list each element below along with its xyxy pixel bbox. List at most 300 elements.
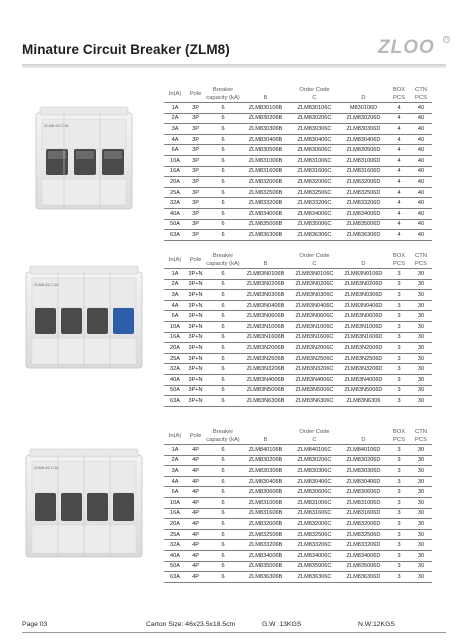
product-label-4p: ZLM8-63 C16: [34, 465, 59, 470]
cell-code-b: ZLM83N0306B: [241, 290, 290, 301]
cell-ctn-pcs: 40: [410, 198, 432, 209]
cell-ctn-pcs: 30: [410, 364, 432, 375]
cell-code-b: ZLM83N0206B: [241, 279, 290, 290]
cell-ctn-pcs: 40: [410, 134, 432, 145]
table-row: [164, 103, 432, 114]
cell-code-b: ZLM831006B: [241, 497, 290, 508]
cell-code-c: ZLM83N3206C: [290, 364, 339, 375]
table-row: [164, 476, 432, 487]
cell-capacity: 6: [205, 103, 241, 114]
table-row: [164, 550, 432, 561]
cell-capacity: 6: [205, 155, 241, 166]
cell-code-d: ZLM832006D: [339, 177, 388, 188]
cell-current: 32A: [164, 198, 186, 209]
cell-current: 1A: [164, 445, 186, 456]
cell-box-pcs: 3: [388, 353, 410, 364]
cell-code-d: ZLM830506D: [339, 145, 388, 156]
cell-code-b: ZLM834006B: [241, 550, 290, 561]
footer-page: Page 03: [22, 621, 48, 628]
cell-pole: 3P+N: [186, 396, 205, 407]
cell-pole: 4P: [186, 561, 205, 572]
cell-capacity: 6: [205, 487, 241, 498]
cell-pole: 3P+N: [186, 374, 205, 385]
cell-capacity: 6: [205, 230, 241, 241]
cell-code-b: ZLM83N1606B: [241, 332, 290, 343]
cell-code-d: ZLM840106D: [339, 445, 388, 456]
cell-code-b: ZLM833206B: [241, 198, 290, 209]
cell-box-pcs: 3: [388, 561, 410, 572]
cell-code-c: ZLM833206C: [290, 198, 339, 209]
cell-ctn-pcs: 40: [410, 166, 432, 177]
cell-current: 63A: [164, 396, 186, 407]
cell-current: 25A: [164, 353, 186, 364]
cell-box-pcs: 3: [388, 508, 410, 519]
cell-current: 6A: [164, 145, 186, 156]
cell-code-c: ZLM835006C: [290, 219, 339, 230]
cell-current: 10A: [164, 497, 186, 508]
product-image-3pn: [18, 262, 148, 374]
cell-ctn-pcs: 30: [410, 445, 432, 456]
cell-box-pcs: 3: [388, 476, 410, 487]
table-row: [164, 487, 432, 498]
cell-code-c: ZLM830106C: [290, 103, 339, 114]
cell-capacity: 6: [205, 396, 241, 407]
cell-ctn-pcs: 30: [410, 374, 432, 385]
footer-carton-size: Carton Size: 46x23.5x18.5cm: [146, 621, 236, 628]
table-row: [164, 124, 432, 135]
cell-code-b: ZLM831606B: [241, 508, 290, 519]
product-image-4p: [18, 445, 148, 563]
cell-code-d: ZLM830206D: [339, 113, 388, 124]
cell-current: 4A: [164, 134, 186, 145]
cell-code-d: ZLM83N6306: [339, 396, 388, 407]
table-row: [164, 385, 432, 396]
cell-box-pcs: 3: [388, 364, 410, 375]
header-pole: Pole: [186, 252, 205, 269]
cell-code-c: ZLM831006C: [290, 155, 339, 166]
cell-ctn-pcs: 40: [410, 124, 432, 135]
table-row: [164, 353, 432, 364]
cell-current: 40A: [164, 550, 186, 561]
cell-current: 32A: [164, 540, 186, 551]
table-row: [164, 208, 432, 219]
cell-box-pcs: 3: [388, 572, 410, 583]
cell-pole: 3P: [186, 113, 205, 124]
header-d: D: [339, 261, 388, 269]
cell-code-b: ZLM83N3206B: [241, 364, 290, 375]
cell-code-d: ZLM830306D: [339, 466, 388, 477]
cell-current: 63A: [164, 572, 186, 583]
cell-code-d: ZLM830306D: [339, 124, 388, 135]
table-row: [164, 466, 432, 477]
cell-box-pcs: 4: [388, 198, 410, 209]
cell-ctn-pcs: 30: [410, 385, 432, 396]
cell-code-c: ZLM832506C: [290, 187, 339, 198]
spec-table-body: [164, 103, 432, 241]
cell-code-b: ZLM836306B: [241, 230, 290, 241]
cell-pole: 3P: [186, 177, 205, 188]
cell-current: 50A: [164, 385, 186, 396]
cell-current: 25A: [164, 529, 186, 540]
header-capacity: capacity (kA): [206, 94, 240, 101]
cell-capacity: 6: [205, 279, 241, 290]
header-d: D: [339, 95, 388, 103]
cell-capacity: 6: [205, 572, 241, 583]
cell-code-d: ZLM83N0106D: [339, 269, 388, 280]
cell-code-d: ZLM836306D: [339, 230, 388, 241]
table-row: [164, 311, 432, 322]
cell-capacity: 6: [205, 519, 241, 530]
cell-pole: 3P: [186, 219, 205, 230]
cell-code-d: ZLM831006D: [339, 155, 388, 166]
table-row: [164, 497, 432, 508]
spec-table-3: [164, 428, 432, 583]
cell-pole: 3P+N: [186, 311, 205, 322]
header-box-pcs: PCS: [388, 261, 410, 269]
cell-code-c: ZLM831606C: [290, 508, 339, 519]
cell-box-pcs: 4: [388, 219, 410, 230]
cell-code-d: ZLM83N0406D: [339, 300, 388, 311]
cell-pole: 3P: [186, 155, 205, 166]
cell-pole: 3P: [186, 187, 205, 198]
footer-gross-weight: G.W :13KGS: [262, 621, 302, 628]
cell-ctn-pcs: 30: [410, 540, 432, 551]
header-divider: [22, 64, 446, 68]
page-title: Minature Circuit Breaker (ZLM8): [22, 42, 230, 57]
cell-ctn-pcs: 40: [410, 187, 432, 198]
cell-pole: 3P: [186, 166, 205, 177]
brand-logo: ZLOO: [378, 37, 435, 58]
cell-code-b: ZLM835006B: [241, 561, 290, 572]
cell-pole: 3P: [186, 230, 205, 241]
cell-capacity: 6: [205, 113, 241, 124]
cell-code-b: ZLM831006B: [241, 155, 290, 166]
cell-code-c: ZLM83N6306C: [290, 396, 339, 407]
cell-code-d: ZLM831606D: [339, 166, 388, 177]
cell-capacity: 6: [205, 508, 241, 519]
cell-ctn-pcs: 40: [410, 155, 432, 166]
cell-code-d: ZLM833206D: [339, 540, 388, 551]
cell-code-b: ZLM830306B: [241, 466, 290, 477]
table-row: [164, 187, 432, 198]
cell-code-b: ZLM836306B: [241, 572, 290, 583]
cell-box-pcs: 3: [388, 279, 410, 290]
cell-pole: 3P: [186, 208, 205, 219]
cell-pole: 3P: [186, 134, 205, 145]
cell-box-pcs: 3: [388, 466, 410, 477]
cell-code-c: ZLM83N2506C: [290, 353, 339, 364]
cell-code-d: ZLM830406D: [339, 476, 388, 487]
cell-code-c: ZLM830306C: [290, 466, 339, 477]
cell-capacity: 6: [205, 343, 241, 354]
cell-box-pcs: 4: [388, 145, 410, 156]
cell-box-pcs: 4: [388, 124, 410, 135]
table-row: [164, 561, 432, 572]
header-pole: Pole: [186, 86, 205, 103]
cell-code-b: ZLM83N0106B: [241, 269, 290, 280]
cell-ctn-pcs: 30: [410, 269, 432, 280]
cell-capacity: 6: [205, 540, 241, 551]
table-row: [164, 519, 432, 530]
cell-current: 4A: [164, 476, 186, 487]
product-label-3p: ZLM8-63 C16: [44, 123, 69, 128]
cell-code-b: ZLM834006B: [241, 208, 290, 219]
cell-pole: 3P+N: [186, 269, 205, 280]
spec-table-1: [164, 86, 432, 241]
cell-code-c: ZLM830306C: [290, 124, 339, 135]
cell-code-d: ZLM83N0606D: [339, 311, 388, 322]
cell-current: 2A: [164, 279, 186, 290]
cell-code-d: ZLM83N3206D: [339, 364, 388, 375]
cell-code-b: ZLM83N6306B: [241, 396, 290, 407]
cell-current: 1A: [164, 269, 186, 280]
cell-capacity: 6: [205, 466, 241, 477]
cell-pole: 3P: [186, 145, 205, 156]
header-ctn: CTN: [415, 429, 427, 435]
table-row: [164, 269, 432, 280]
cell-code-c: ZLM83N4006C: [290, 374, 339, 385]
cell-current: 3A: [164, 466, 186, 477]
cell-pole: 4P: [186, 508, 205, 519]
cell-ctn-pcs: 40: [410, 230, 432, 241]
cell-code-d: ZLM836306D: [339, 572, 388, 583]
cell-ctn-pcs: 30: [410, 572, 432, 583]
header-c: C: [290, 261, 339, 269]
cell-capacity: 6: [205, 219, 241, 230]
cell-current: 32A: [164, 364, 186, 375]
cell-code-c: ZLM83N0106C: [290, 269, 339, 280]
cell-ctn-pcs: 30: [410, 332, 432, 343]
header-box-pcs: PCS: [388, 437, 410, 445]
table-row: [164, 145, 432, 156]
cell-pole: 4P: [186, 519, 205, 530]
header-c: C: [290, 437, 339, 445]
cell-code-c: ZLM836306C: [290, 572, 339, 583]
cell-code-c: ZLM834006C: [290, 550, 339, 561]
header-order-code: Order Code: [299, 429, 330, 435]
cell-ctn-pcs: 30: [410, 353, 432, 364]
header-pole: Pole: [186, 428, 205, 445]
table-row: [164, 540, 432, 551]
cell-current: 20A: [164, 519, 186, 530]
cell-pole: 3P+N: [186, 321, 205, 332]
header-b: B: [241, 95, 290, 103]
cell-ctn-pcs: 30: [410, 290, 432, 301]
cell-capacity: 6: [205, 353, 241, 364]
cell-code-c: ZLM831006C: [290, 497, 339, 508]
cell-box-pcs: 3: [388, 300, 410, 311]
cell-box-pcs: 3: [388, 487, 410, 498]
cell-code-d: ZLM835006D: [339, 219, 388, 230]
cell-current: 50A: [164, 219, 186, 230]
cell-capacity: 6: [205, 476, 241, 487]
cell-code-b: ZLM83N2006B: [241, 343, 290, 354]
cell-code-c: ZLM83N0306C: [290, 290, 339, 301]
cell-box-pcs: 4: [388, 230, 410, 241]
registered-mark: R: [444, 36, 449, 42]
cell-code-c: ZLM83N5006C: [290, 385, 339, 396]
table-row: [164, 445, 432, 456]
header-box: BOX: [392, 429, 406, 435]
cell-code-c: ZLM832006C: [290, 519, 339, 530]
cell-ctn-pcs: 30: [410, 508, 432, 519]
cell-box-pcs: 4: [388, 177, 410, 188]
cell-code-c: ZLM830606C: [290, 487, 339, 498]
cell-capacity: 6: [205, 300, 241, 311]
header-ctn: CTN: [415, 87, 427, 93]
cell-code-b: ZLM831606B: [241, 166, 290, 177]
cell-code-b: ZLM83N2506B: [241, 353, 290, 364]
cell-capacity: 6: [205, 269, 241, 280]
cell-pole: 3P: [186, 124, 205, 135]
cell-ctn-pcs: 30: [410, 487, 432, 498]
cell-code-d: ZLM831006D: [339, 497, 388, 508]
cell-ctn-pcs: 30: [410, 396, 432, 407]
cell-box-pcs: 3: [388, 519, 410, 530]
header-in: In(A): [164, 428, 186, 445]
cell-ctn-pcs: 40: [410, 113, 432, 124]
cell-code-c: ZLM83N0206C: [290, 279, 339, 290]
table-row: [164, 374, 432, 385]
cell-code-c: ZLM830606C: [290, 145, 339, 156]
cell-capacity: 6: [205, 497, 241, 508]
cell-code-b: ZLM832006B: [241, 177, 290, 188]
cell-code-b: ZLM830406B: [241, 134, 290, 145]
product-label-3pn: ZLM8-63 C16: [34, 282, 59, 287]
cell-current: 4A: [164, 300, 186, 311]
cell-code-b: ZLM830606B: [241, 487, 290, 498]
cell-capacity: 6: [205, 445, 241, 456]
cell-code-c: ZLM83N1606C: [290, 332, 339, 343]
table-row: [164, 166, 432, 177]
cell-capacity: 6: [205, 177, 241, 188]
cell-current: 20A: [164, 177, 186, 188]
cell-box-pcs: 3: [388, 529, 410, 540]
footer-net-weight: N.W:12KGS: [358, 621, 395, 628]
cell-ctn-pcs: 30: [410, 476, 432, 487]
cell-box-pcs: 4: [388, 187, 410, 198]
cell-code-b: ZLM830506B: [241, 145, 290, 156]
cell-capacity: 6: [205, 311, 241, 322]
cell-current: 16A: [164, 332, 186, 343]
header-breaker: Breaker: [212, 253, 234, 259]
cell-current: 16A: [164, 166, 186, 177]
header-order-code: Order Code: [299, 253, 330, 259]
cell-code-d: ZLM83N5006D: [339, 385, 388, 396]
cell-ctn-pcs: 30: [410, 300, 432, 311]
header-b: B: [241, 261, 290, 269]
cell-code-c: ZLM840106C: [290, 445, 339, 456]
cell-code-b: ZLM83N4006B: [241, 374, 290, 385]
header-b: B: [241, 437, 290, 445]
cell-code-b: ZLM830306B: [241, 124, 290, 135]
table-row: [164, 455, 432, 466]
cell-code-d: ZLM83N0206D: [339, 279, 388, 290]
cell-code-d: ZLM834006D: [339, 208, 388, 219]
cell-capacity: 6: [205, 290, 241, 301]
product-image-3p: [18, 103, 148, 215]
cell-code-d: ZLM83N2506D: [339, 353, 388, 364]
cell-code-d: ZLM83N1006D: [339, 321, 388, 332]
cell-box-pcs: 4: [388, 166, 410, 177]
cell-pole: 4P: [186, 540, 205, 551]
cell-code-d: ZLM835006D: [339, 561, 388, 572]
cell-pole: 3P+N: [186, 353, 205, 364]
cell-code-c: ZLM832506C: [290, 529, 339, 540]
cell-pole: 4P: [186, 497, 205, 508]
spec-table-body: [164, 269, 432, 407]
table-row: [164, 134, 432, 145]
table-row: [164, 321, 432, 332]
cell-pole: 3P+N: [186, 343, 205, 354]
cell-capacity: 6: [205, 529, 241, 540]
table-row: [164, 219, 432, 230]
cell-box-pcs: 4: [388, 134, 410, 145]
cell-current: 16A: [164, 508, 186, 519]
header-box-pcs: PCS: [388, 95, 410, 103]
cell-ctn-pcs: 30: [410, 497, 432, 508]
header-ctn-pcs: PCS: [410, 95, 432, 103]
cell-box-pcs: 4: [388, 155, 410, 166]
cell-ctn-pcs: 30: [410, 455, 432, 466]
header-breaker: Breaker: [212, 87, 234, 93]
table-row: [164, 300, 432, 311]
cell-box-pcs: 4: [388, 113, 410, 124]
header-breaker: Breaker: [212, 429, 234, 435]
cell-code-d: ZLM830606D: [339, 487, 388, 498]
header-d: D: [339, 437, 388, 445]
cell-box-pcs: 3: [388, 540, 410, 551]
cell-code-c: ZLM832006C: [290, 177, 339, 188]
cell-code-b: ZLM83N1006B: [241, 321, 290, 332]
table-row: [164, 343, 432, 354]
header-capacity: capacity (kA): [206, 260, 240, 267]
cell-box-pcs: 3: [388, 497, 410, 508]
cell-code-d: ZLM83N1606D: [339, 332, 388, 343]
table-row: [164, 113, 432, 124]
cell-code-b: ZLM83N0406B: [241, 300, 290, 311]
cell-pole: 3P: [186, 103, 205, 114]
cell-current: 10A: [164, 321, 186, 332]
cell-capacity: 6: [205, 145, 241, 156]
cell-current: 3A: [164, 124, 186, 135]
cell-pole: 3P: [186, 198, 205, 209]
table-row: [164, 332, 432, 343]
cell-current: 63A: [164, 230, 186, 241]
cell-code-b: ZLM83N5006B: [241, 385, 290, 396]
header-capacity: capacity (kA): [206, 436, 240, 443]
cell-current: 2A: [164, 455, 186, 466]
header-c: C: [290, 95, 339, 103]
cell-capacity: 6: [205, 385, 241, 396]
cell-box-pcs: 3: [388, 290, 410, 301]
cell-pole: 4P: [186, 455, 205, 466]
cell-capacity: 6: [205, 166, 241, 177]
cell-box-pcs: 4: [388, 103, 410, 114]
table-row: [164, 364, 432, 375]
cell-pole: 4P: [186, 445, 205, 456]
cell-code-b: ZLM830206B: [241, 455, 290, 466]
cell-current: 1A: [164, 103, 186, 114]
cell-current: 10A: [164, 155, 186, 166]
cell-code-d: ZLM832006D: [339, 519, 388, 530]
table-row: [164, 230, 432, 241]
cell-ctn-pcs: 40: [410, 208, 432, 219]
cell-box-pcs: 3: [388, 321, 410, 332]
footer-divider: [22, 632, 446, 633]
table-row: [164, 198, 432, 209]
cell-box-pcs: 3: [388, 396, 410, 407]
